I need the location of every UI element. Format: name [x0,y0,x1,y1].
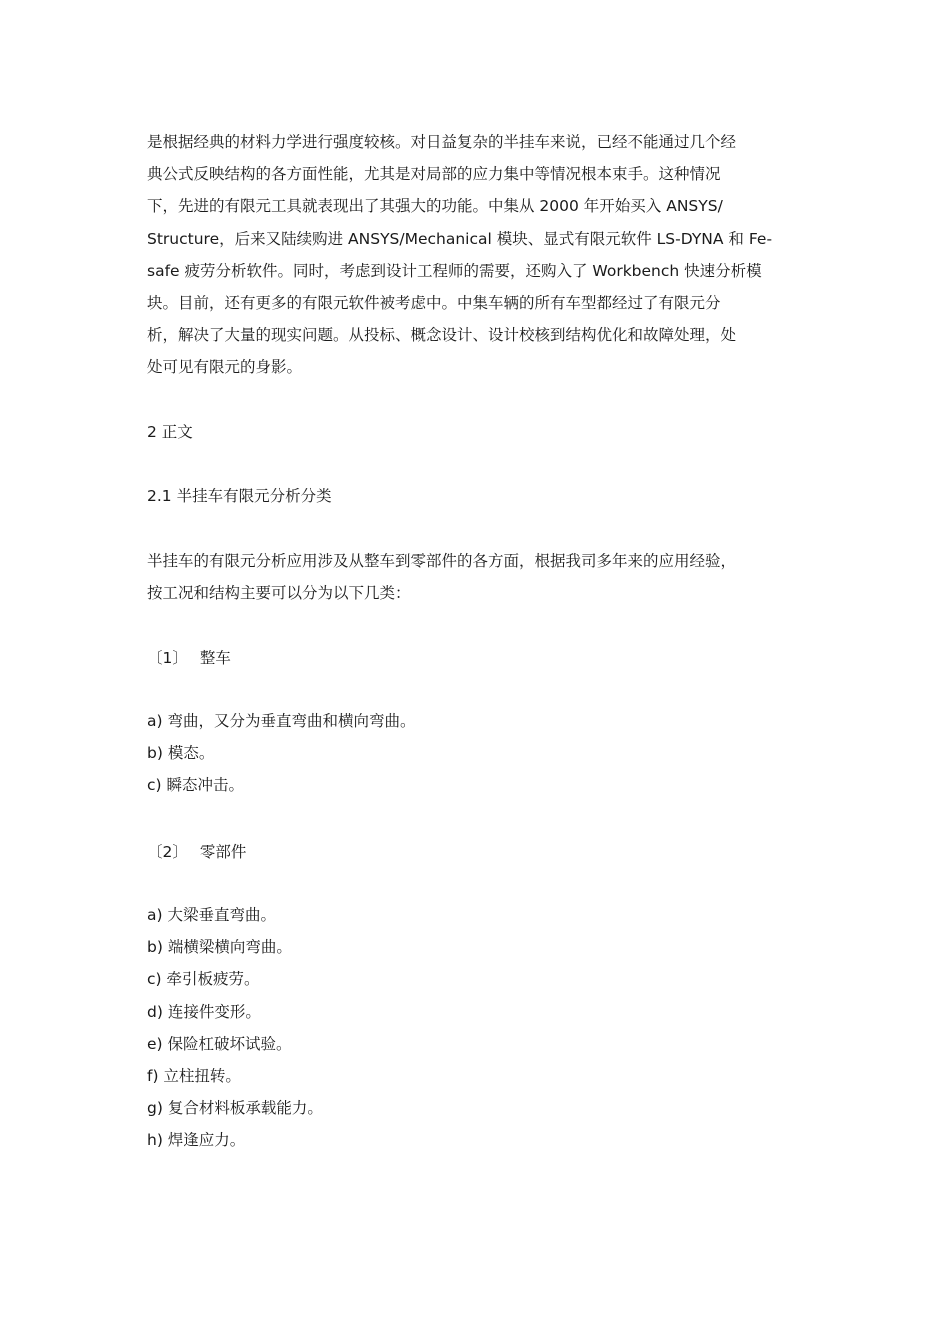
list-item: b) 模态。 [147,744,215,763]
component-analysis-list [147,899,323,1157]
group-label: 整车 [199,649,231,667]
list-item: b) 端横梁横向弯曲。 [147,938,292,957]
list-item: c) 瞬态冲击。 [147,776,244,795]
intro-line: safe 疲劳分析软件。同时，考虑到设计工程师的需要，还购入了 Workbench 快速分析模 [147,261,762,280]
classification-paragraph [147,545,799,609]
list-item: d) 连接件变形。 [147,1002,261,1021]
group-label: 零部件 [199,843,247,861]
list-item: a) 弯曲，又分为垂直弯曲和横向弯曲。 [147,712,416,730]
list-item: g) 复合材料板承载能力。 [147,1099,323,1118]
intro-line: Structure，后来又陆续购进 ANSYS/Mechanical 模块、显式有限元软件 LS-DYNA 和 Fe- [147,229,773,248]
subsection-heading: 2.1 半挂车有限元分析分类 [147,487,332,505]
list-item: c) 牵引板疲劳。 [147,970,260,989]
list-item: a) 大梁垂直弯曲。 [147,906,276,924]
group-number: 〔2〕 [147,843,188,861]
group-number: 〔1〕 [147,649,188,667]
list-item: e) 保险杠破坏试验。 [147,1034,292,1053]
intro-line: 块。目前，还有更多的有限元软件被考虑中。中集车辆的所有车型都经过了有限元分 [147,294,721,313]
intro-line: 下，先进的有限元工具就表现出了其强大的功能。中集从 2000 年开始买入 ANSYS/ [147,197,723,216]
intro-line: 处可见有限元的身影。 [147,358,303,377]
intro-line: 是根据经典的材料力学进行强度较核。对日益复杂的半挂车来说，已经不能通过几个经 [147,133,737,151]
intro-line: 析，解决了大量的现实问题。从投标、概念设计、设计校核到结构优化和故障处理，处 [147,326,737,345]
classification-line: 半挂车的有限元分析应用涉及从整车到零部件的各方面，根据我司多年来的应用经验， [147,552,737,570]
intro-line: 典公式反映结构的各方面性能，尤其是对局部的应力集中等情况根本束手。这种情况 [147,165,721,184]
list-item: h) 焊逢应力。 [147,1131,246,1150]
list-item: f) 立柱扭转。 [147,1067,241,1086]
group-title-components [147,840,246,864]
vehicle-analysis-list [147,705,415,802]
intro-paragraph [147,126,799,384]
section-heading: 2 正文 [147,423,193,441]
classification-line: 按工况和结构主要可以分为以下几类： [147,584,411,603]
group-title-vehicle [147,646,231,670]
